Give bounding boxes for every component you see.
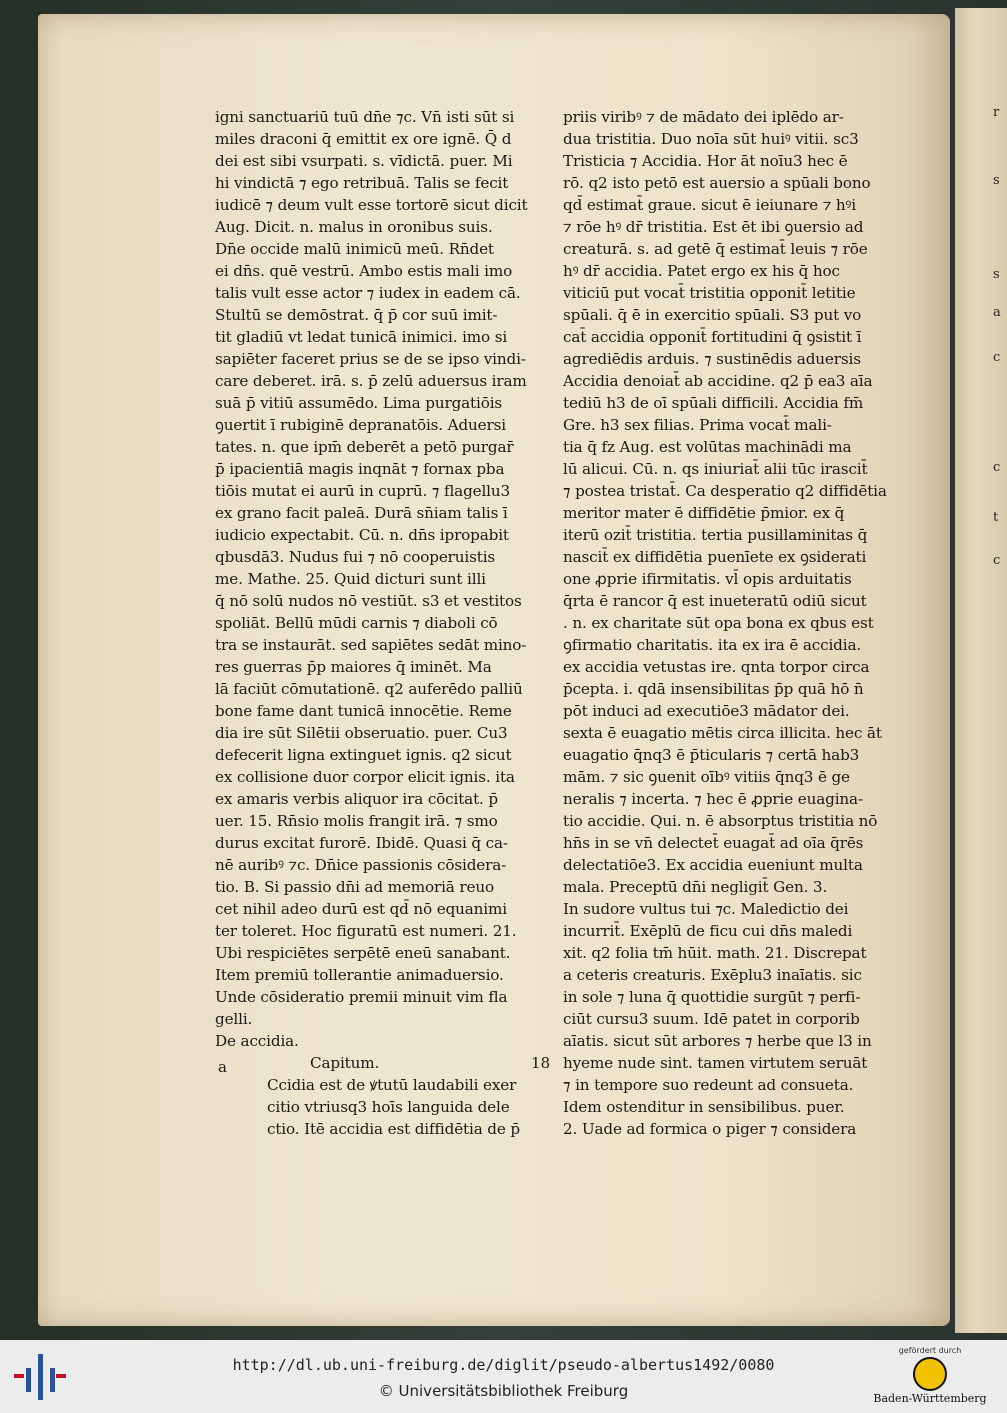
text-line: lā faciūt cōmutationē. q2 auferēdo palliū bbox=[215, 680, 523, 698]
text-line: me. Mathe. 25. Quid dicturi sunt illi bbox=[215, 570, 486, 588]
baden-wuerttemberg-seal-icon bbox=[913, 1357, 947, 1391]
text-line: Idem ostenditur in sensibilibus. puer. bbox=[563, 1098, 845, 1116]
text-line: Stultū se demōstrat. q̄ p̄ cor suū imit- bbox=[215, 306, 498, 324]
text-line: ex collisione duor corpor elicit ignis. ita bbox=[215, 768, 515, 786]
text-line: a ceteris creaturis. Exēplu3 inaīatis. sic bbox=[563, 966, 862, 984]
text-line: ciūt cursu3 suum. Idē patet in corporib bbox=[563, 1010, 860, 1028]
text-line: incurrit̄. Exēplū de ficu cui dn̄s maledi bbox=[563, 922, 853, 940]
sponsor-name: Baden-Württemberg bbox=[873, 1392, 987, 1405]
text-line: suā p̄ vitiū assumēdo. Lima purgatiōis bbox=[215, 394, 503, 412]
text-line: agrediēdis arduis. ⁊ sustinēdis aduersis bbox=[563, 350, 861, 368]
text-line: . n. ex charitate sūt opa bona ex qbus est bbox=[563, 614, 874, 632]
text-line: hyeme nude sint. tamen virtutem seruāt bbox=[563, 1054, 868, 1072]
copyright-notice: © Universitätsbibliothek Freiburg bbox=[378, 1382, 629, 1400]
text-line: qd̄ estimat̄ graue. sicut ē ieiunare ⁊ hꝰi bbox=[563, 196, 856, 214]
text-line: iterū ozit̄ tristitia. tertia pusillaminitas q̄ bbox=[563, 526, 868, 544]
text-line: uer. 15. Rn̄sio molis frangit irā. ⁊ smo bbox=[215, 812, 498, 830]
text-line: ⁊ rōe hꝰ dr̄ tristitia. Est ēt ibi ꝯuersio ad bbox=[563, 218, 864, 236]
text-line: bone fame dant tunicā innocētie. Reme bbox=[215, 702, 512, 720]
text-line: q̄rta ē rancor q̄ est inueteratū odiū sicut bbox=[563, 592, 867, 610]
sponsor-caption: gefördert durch bbox=[898, 1346, 962, 1355]
text-line: hꝰ dr̄ accidia. Patet ergo ex his q̄ hoc bbox=[563, 262, 840, 280]
marginal-letter: a bbox=[218, 1058, 227, 1076]
text-line: igni sanctuariū tuū dn̄e ⁊c. Vn̄ isti sūt si bbox=[215, 108, 515, 126]
text-line: Dn̄e occide malū inimicū meū. Rn̄det bbox=[215, 240, 494, 258]
text-line: dua tristitia. Duo noīa sūt huiꝰ vitii. sc3 bbox=[563, 130, 859, 148]
text-line: tiōis mutat ei aurū in cuprū. ⁊ flagellu3 bbox=[215, 482, 511, 500]
section-title: De accidia. bbox=[215, 1032, 299, 1050]
text-line: Tristicia ⁊ Accidia. Hor āt noīu3 hec ē bbox=[563, 152, 848, 170]
text-line: lū alicui. Cū. n. qs iniuriat̄ alii tūc irascit̄ bbox=[563, 460, 868, 478]
text-line: Unde cōsideratio premii minuit vim fla bbox=[215, 988, 508, 1006]
text-line: pōt induci ad executiōe3 mādator dei. bbox=[563, 702, 850, 720]
text-line: ⁊ in tempore suo redeunt ad consueta. bbox=[563, 1076, 854, 1094]
text-line: Accidia denoiat̄ ab accidine. q2 p̄ ea3 aīa bbox=[563, 372, 873, 390]
text-line: rō. q2 isto petō est auersio a spūali bono bbox=[563, 174, 871, 192]
text-line: miles draconi q̄ emittit ex ore ignē. Q̄ d bbox=[215, 130, 512, 148]
text-line: viticiū put vocat̄ tristitia opponit̄ letitie bbox=[563, 284, 856, 302]
right-text-column bbox=[563, 106, 903, 1140]
text-line: durus excitat furorē. Ibidē. Quasi q̄ ca- bbox=[215, 834, 508, 852]
text-line: defecerit ligna extinguet ignis. q2 sicut bbox=[215, 746, 512, 764]
text-line: hn̄s in se vn̄ delectet̄ euagat̄ ad oīa q̄rēs bbox=[563, 834, 864, 852]
text-line: ꝯfirmatio charitatis. ita ex ira ē accidia. bbox=[563, 636, 862, 654]
text-line: p̄cepta. i. qdā insensibilitas p̄p quā hō n̄ bbox=[563, 680, 864, 698]
text-line: tia q̄ fz Aug. est volūtas machinādi ma bbox=[563, 438, 852, 456]
text-line: meritor mater ē diffidētie p̄mior. ex q̄ bbox=[563, 504, 845, 522]
text-line: 2. Uade ad formica o piger ⁊ considera bbox=[563, 1120, 857, 1138]
chapter-heading bbox=[215, 1052, 550, 1074]
text-line: ter toleret. Hoc figuratū est numeri. 21. bbox=[215, 922, 517, 940]
text-line: ex accidia vetustas ire. qnta torpor circa bbox=[563, 658, 870, 676]
text-line: delectatiōe3. Ex accidia eueniunt multa bbox=[563, 856, 863, 874]
text-line: cat̄ accidia opponit̄ fortitudini q̄ ꝯsistit ī bbox=[563, 328, 862, 346]
text-line: p̄ ipacientiā magis inqnāt ⁊ fornax pba bbox=[215, 460, 505, 478]
text-line: tra se instaurāt. sed sapiētes sedāt mino- bbox=[215, 636, 527, 654]
text-line: Ubi respiciētes serpētē eneū sanabant. bbox=[215, 944, 511, 962]
permalink-url[interactable]: http://dl.ub.uni-freiburg.de/diglit/pseudo-albertus1492/0080 bbox=[232, 1356, 775, 1374]
text-line: sapiēter faceret prius se de se ipso vindi- bbox=[215, 350, 526, 368]
text-line: cet nihil adeo durū est qd̄ nō equanimi bbox=[215, 900, 507, 918]
text-line: ꝯuertit ī rubiginē depranatōis. Aduersi bbox=[215, 416, 506, 434]
text-line: hi vindictā ⁊ ego retribuā. Talis se fecit bbox=[215, 174, 509, 192]
text-line: qbusdā3. Nudus fui ⁊ nō cooperuistis bbox=[215, 548, 496, 566]
chapter-text-line: ctio. Itē accidia est diffidētia de p̄ bbox=[267, 1120, 520, 1138]
text-line: ex grano facit paleā. Durā sn̄iam talis ī bbox=[215, 504, 508, 522]
text-line: care deberet. irā. s. p̄ zelū aduersus iram bbox=[215, 372, 527, 390]
text-line: spūali. q̄ ē in exercitio spūali. S3 put vo bbox=[563, 306, 862, 324]
text-line: Gre. h3 sex filias. Prima vocat̄ mali- bbox=[563, 416, 832, 434]
capitulum-number: 18 bbox=[530, 1054, 550, 1072]
footer-bar bbox=[0, 1340, 1007, 1413]
text-line: Item premiū tollerantie animaduersio. bbox=[215, 966, 504, 984]
text-line: Aug. Dicit. n. malus in oronibus suis. bbox=[215, 218, 493, 236]
text-line: in sole ⁊ luna q̄ quottidie surgūt ⁊ perfi- bbox=[563, 988, 861, 1006]
text-line: dei est sibi vsurpati. s. vīdictā. puer. Mi bbox=[215, 152, 513, 170]
text-line: ex amaris verbis aliquor ira cōcitat. p̄ bbox=[215, 790, 498, 808]
text-line: nascit̄ ex diffidētia puenīete ex ꝯsiderati bbox=[563, 548, 867, 566]
text-line: mala. Preceptū dn̄i negligit̄ Gen. 3. bbox=[563, 878, 828, 896]
text-line: creaturā. s. ad getē q̄ estimat̄ leuis ⁊ rōe bbox=[563, 240, 868, 258]
text-line: res guerras p̄p maiores q̄ iminēt. Ma bbox=[215, 658, 492, 676]
facing-page-edge: r s s a c c t c bbox=[955, 8, 1007, 1333]
text-line: dia ire sūt Silētii obseruatio. puer. Cu3 bbox=[215, 724, 508, 742]
text-line: sexta ē euagatio mētis circa illicita. hec āt bbox=[563, 724, 882, 742]
sponsor-block[interactable] bbox=[870, 1346, 990, 1410]
text-line: neralis ⁊ incerta. ⁊ hec ē ꝓprie euagina- bbox=[563, 790, 863, 808]
text-line: In sudore vultus tui ⁊c. Maledictio dei bbox=[563, 900, 849, 918]
text-line: nē auribꝰ ⁊c. Dn̄ice passionis cōsidera- bbox=[215, 856, 507, 874]
text-line: tio. B. Si passio dn̄i ad memoriā reuo bbox=[215, 878, 494, 896]
text-line: xit. q2 folia tm̄ hūit. math. 21. Discrepat bbox=[563, 944, 867, 962]
capitulum-label: Capitum. bbox=[310, 1054, 380, 1072]
text-line: iudicio expectabit. Cū. n. dn̄s ipropabit bbox=[215, 526, 509, 544]
text-line: talis vult esse actor ⁊ iudex in eadem cā. bbox=[215, 284, 521, 302]
text-line: ⁊ postea tristat̄. Ca desperatio q2 diffidētia bbox=[563, 482, 887, 500]
text-line: tediū h3 de oī spūali difficili. Accidia fm̄ bbox=[563, 394, 864, 412]
text-line: q̄ nō solū nudos nō vestiūt. s3 et vestitos bbox=[215, 592, 522, 610]
text-line: priis viribꝰ ⁊ de mādato dei iplēdo ar- bbox=[563, 108, 844, 126]
text-line: tit gladiū vt ledat tunicā inimici. imo si bbox=[215, 328, 508, 346]
text-line: spoliāt. Bellū mūdi carnis ⁊ diaboli cō bbox=[215, 614, 498, 632]
text-line: ei dn̄s. quē vestrū. Ambo estis mali imo bbox=[215, 262, 513, 280]
text-line: gelli. bbox=[215, 1010, 253, 1028]
text-line: tates. n. que ipm̄ deberēt a petō purgar̄ bbox=[215, 438, 514, 456]
text-line: tio accidie. Qui. n. ē absorptus tristitia nō bbox=[563, 812, 878, 830]
text-line: aīatis. sicut sūt arbores ⁊ herbe que l3 in bbox=[563, 1032, 872, 1050]
left-text-column bbox=[215, 106, 550, 1140]
chapter-text-line: citio vtriusq3 hoīs languida dele bbox=[267, 1098, 510, 1116]
text-line: euagatio q̄nq3 ē p̄ticularis ⁊ certā hab3 bbox=[563, 746, 860, 764]
chapter-text-line: Ccidia est de ꝟtutū laudabili exer bbox=[267, 1076, 517, 1094]
text-line: mām. ⁊ sic ꝯuenit oībꝰ vitiis q̄nq3 ē ge bbox=[563, 768, 850, 786]
text-line: iudicē ⁊ deum vult esse tortorē sicut dicit bbox=[215, 196, 528, 214]
text-line: one ꝓprie ifirmitatis. vl̄ opis arduitatis bbox=[563, 570, 852, 588]
